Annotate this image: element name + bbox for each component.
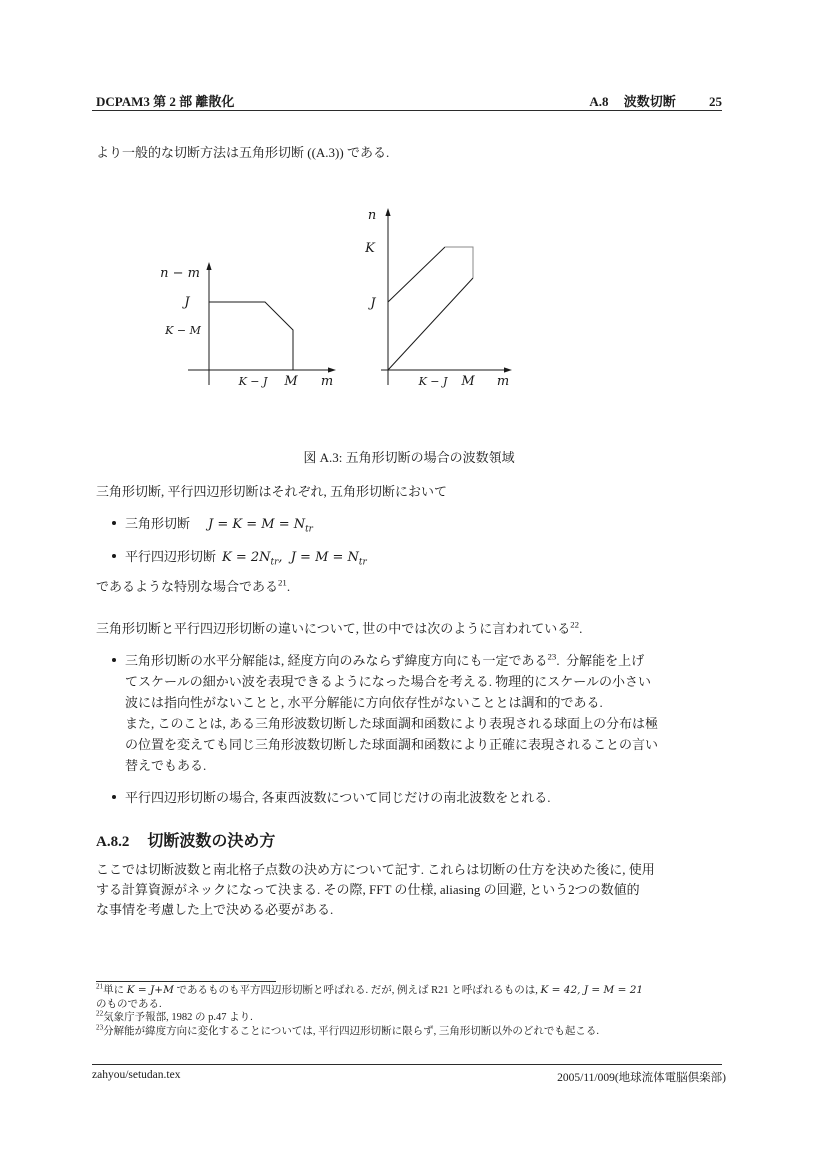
left-region-boundary [209,302,293,370]
right-region-upper-edge [388,247,445,302]
page-footer [92,1069,726,1085]
bullet-icon [112,795,116,799]
list-item-label: 三角形切断 [125,516,191,531]
paragraph-difference: 三角形切断と平行四辺形切断の違いについて, 世の中では次のように言われている$^{22}$. [96,619,583,636]
list-item-triangular [112,514,722,535]
text-line: する計算資源がネックになって決まる. その際, FFT の仕様, aliasing の回避, という2つの数値的 [96,882,640,897]
text-line: 三角形切断の水平分解能は, 経度方向のみならず緯度方向にも一定である$^{23}$. 分解能を上げ [125,651,645,668]
right-plot-ylabel: n [367,208,377,223]
left-plot-ytick-J: J [184,295,190,310]
up-arrowhead-icon [206,262,211,270]
footnote-22: $^{22}$気象庁予報部, 1982 の p.47 より. [96,1009,253,1023]
header-left-title: DCPAM3 第 2 部 離散化 [96,94,235,109]
right-arrowhead-icon [328,367,336,372]
list-item-text [125,650,725,776]
right-region-lower-edge [388,278,473,370]
right-plot-xlabel: m [496,374,510,389]
left-plot [160,262,336,389]
section-number: A.8.2 [96,834,130,850]
text-line: てスケールの細かい波を表現できるようになった場合を考える. 物理的にスケールの小さい [125,674,651,689]
bullet-icon [112,658,116,662]
footnote-rule [96,981,276,982]
section-body [96,860,722,920]
text-line: 波には指向性がないことと, 水平分解能に方向依存性がないこととは調和的である. [125,695,603,710]
right-plot-ytick-J: J [370,296,376,311]
left-plot-xtick-K-J: K − J [238,375,268,388]
page-header [96,91,722,110]
right-plot-xtick-M: M [461,374,475,389]
up-arrowhead-icon [385,208,390,216]
text-line: $^{21}$単に K = J+M であるものも平方四辺形切断と呼ばれる. だが, 例えば R21 と呼ばれるものは, K = 42, J = M = 21 [96,982,644,996]
right-plot-ytick-K: K [365,241,375,256]
footnotes [96,984,722,1038]
footnote-21 [96,984,722,1011]
header-right [589,91,722,110]
bullet-icon [112,554,116,558]
right-plot [364,208,512,389]
text-line: のものである. [96,998,162,1010]
footer-credit: 2005/11/009(地球流体電脳倶楽部) [557,1072,726,1084]
list-item-math: $J = K = M = N_{tr}$ [208,517,313,535]
list-item-label: 平行四辺形切断 [125,549,217,564]
page-number: 25 [709,94,722,109]
right-arrowhead-icon [504,367,512,372]
list-item-math: $K = 2N_{tr}$, $J = M = N_{tr}$ [222,550,367,568]
text-line: な事情を考慮した上で決める必要がある. [96,902,334,917]
list-item-parallelogram-note [112,788,722,808]
section-heading [96,828,722,851]
header-rule [92,110,722,111]
list-item-text: 平行四辺形切断の場合, 各東西波数について同じだけの南北波数をとれる. [125,790,551,805]
left-plot-ytick-K-M: K − M [165,324,201,337]
figure-pentagonal-truncation [150,196,530,396]
text-line: また, このことは, ある三角形波数切断した球面調和函数により表現される球面上の分布は極 [125,716,659,731]
paragraph-intro: より一般的な切断方法は五角形切断 ((A.3)) である. [96,145,390,160]
right-region-top-edge [445,247,473,278]
footer-rule [92,1064,722,1065]
header-section-title: 波数切断 [623,94,676,109]
footnote-23: $^{23}$分解能が緯度方向に変化することについては, 平行四辺形切断に限らず, 三角形切断以外のどれでも起こる. [96,1023,600,1037]
left-plot-xlabel: m [320,374,334,389]
text-line: ここでは切断波数と南北格子点数の決め方について記す. これらは切断の仕方を決めた後に, 使用 [96,862,655,877]
text-line: 替えでもある. [125,758,207,773]
bullet-icon [112,521,116,525]
figure-caption: 図 A.3: 五角形切断の場合の波数領域 [303,450,515,465]
paragraph-list-intro: 三角形切断, 平行四辺形切断はそれぞれ, 五角形切断において [96,484,448,499]
list-item-parallelogram [112,547,722,568]
section-title: 切断波数の決め方 [147,833,276,850]
right-plot-xtick-K-J: K − J [418,375,448,388]
list-item-resolution [112,650,725,776]
left-plot-xtick-M: M [284,374,298,389]
header-section-number: A.8 [589,94,609,109]
footer-filename: zahyou/setudan.tex [92,1069,181,1081]
paragraph-special-case: であるような特別な場合である$^{21}$. [96,577,291,594]
left-plot-ylabel: n − m [160,266,200,281]
text-line: の位置を変えても同じ三角形波数切断した球面調和函数により正確に表現されることの言い [125,737,659,752]
